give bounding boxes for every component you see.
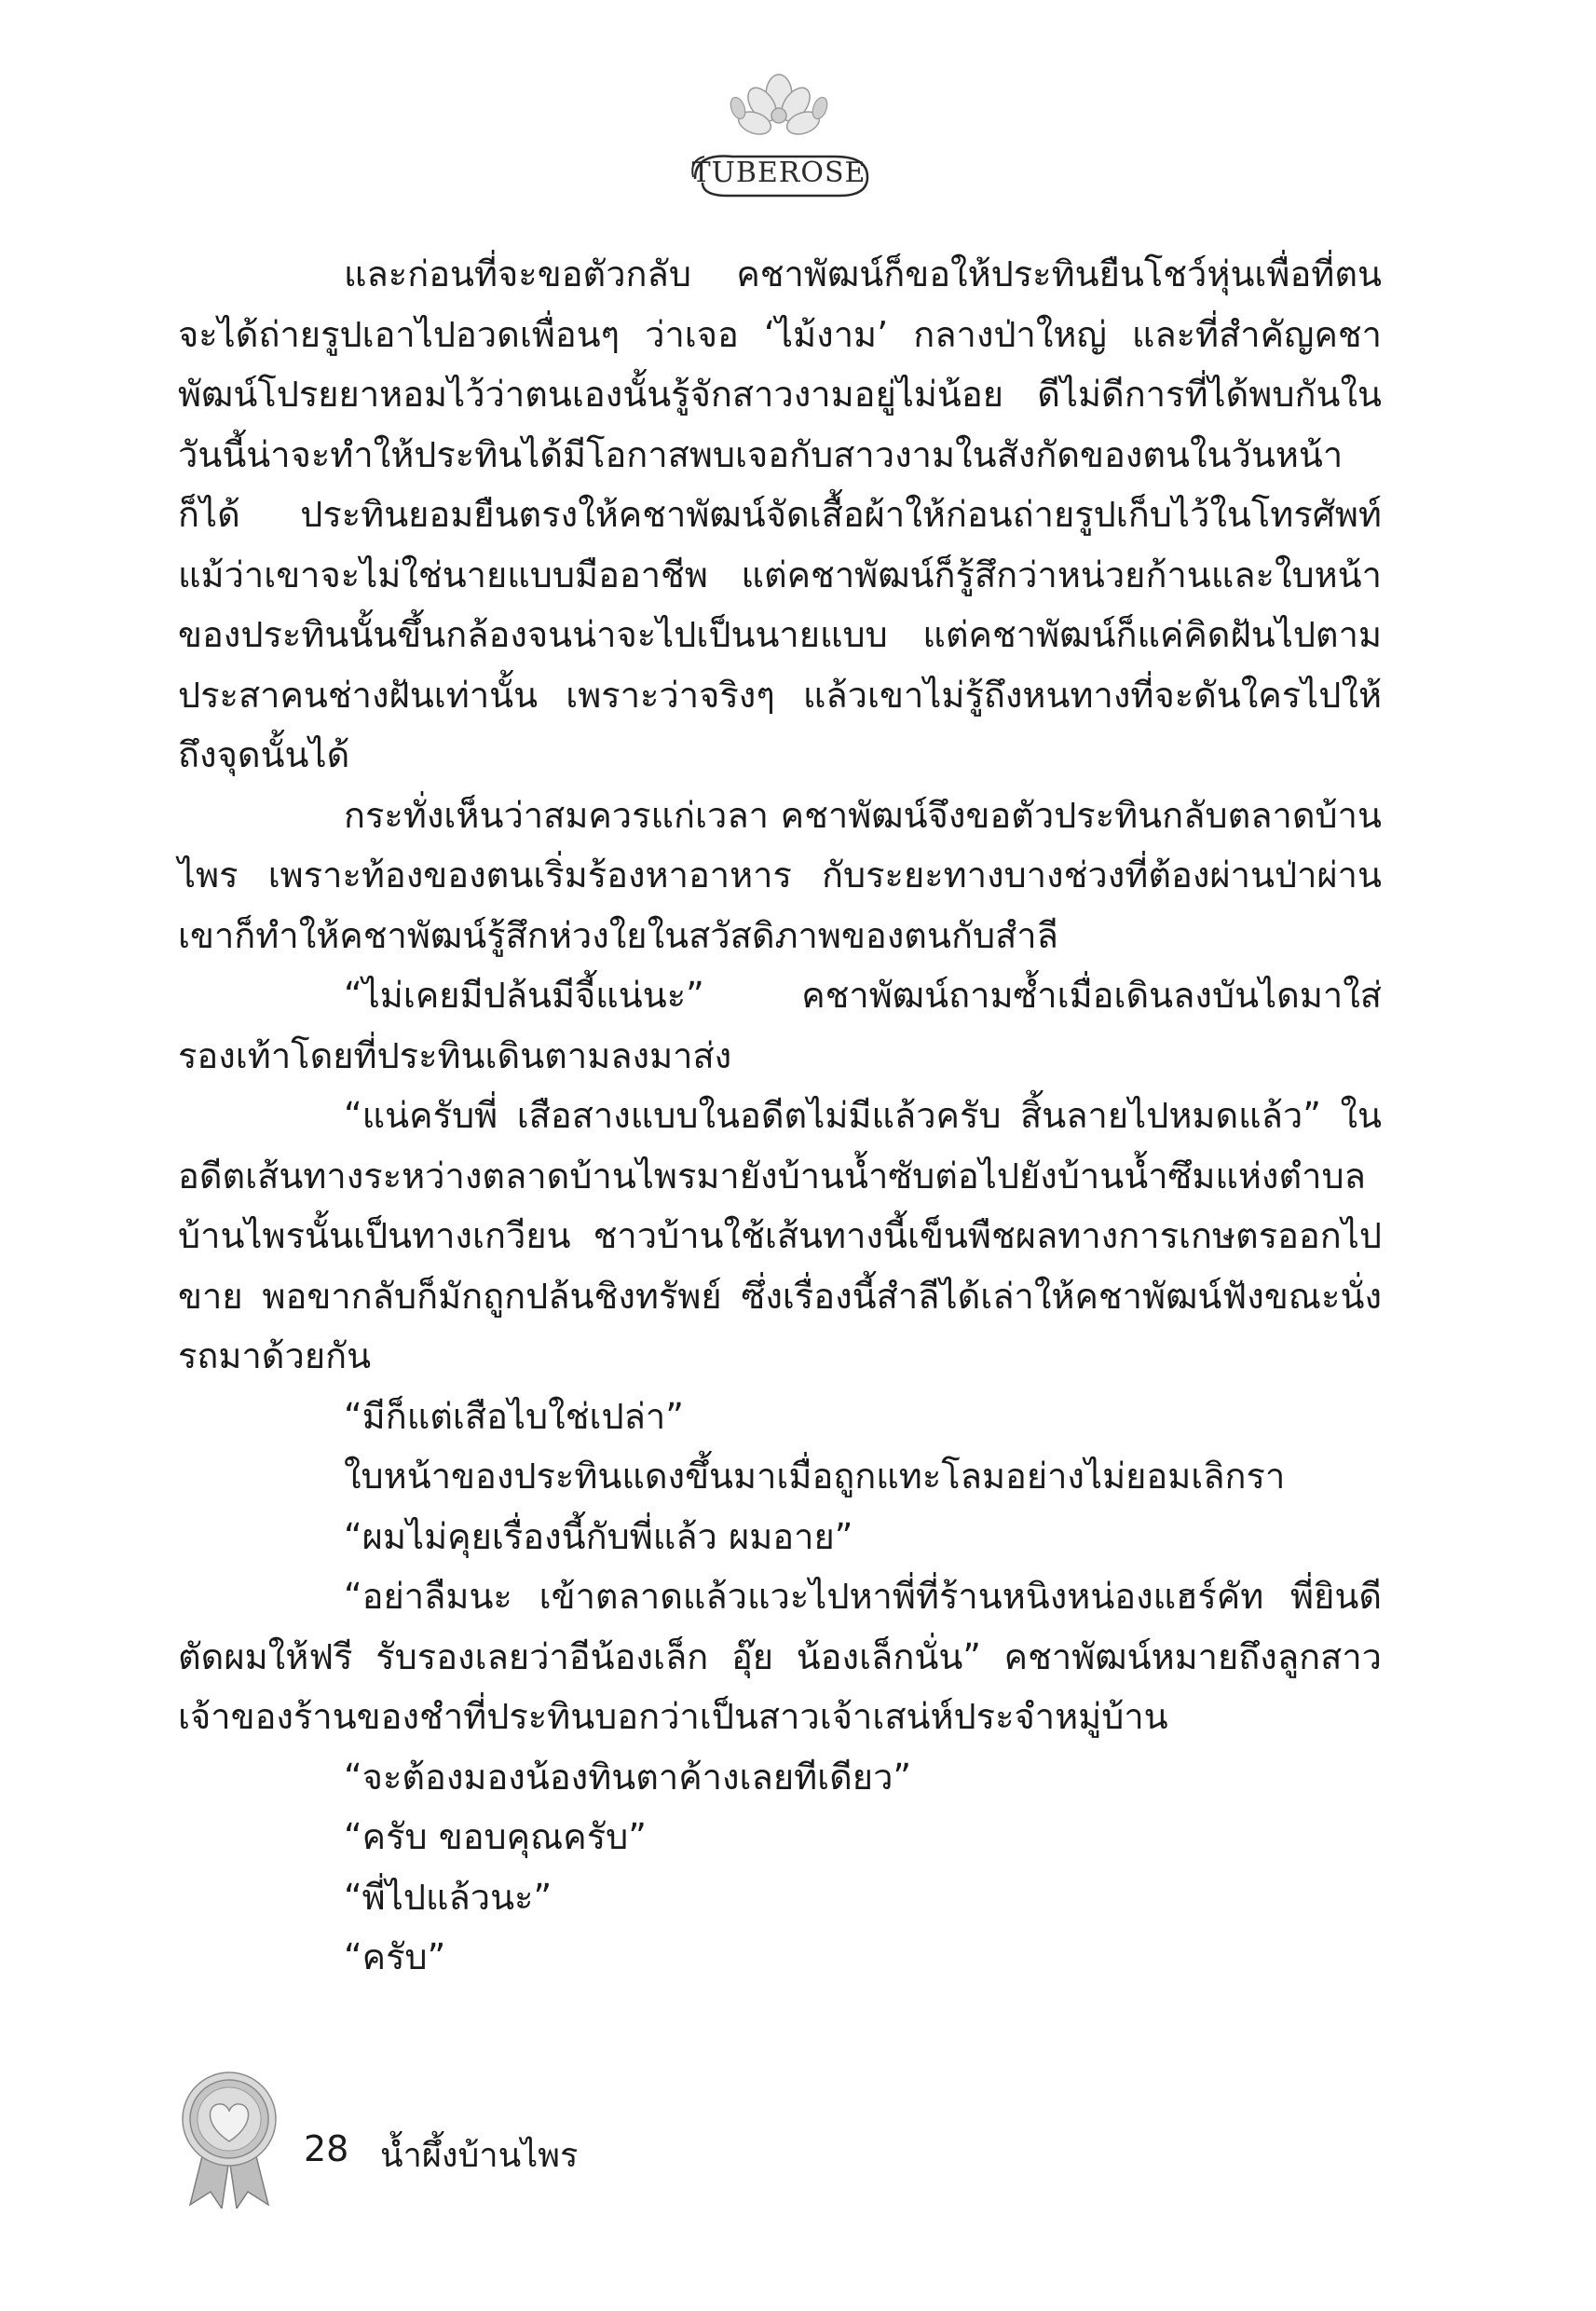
dialogue-line: “จะต้องมองน้องทินตาค้างเลยทีเดียว” xyxy=(344,1756,912,1798)
dialogue-line: “พี่ไปแล้วนะ” xyxy=(344,1876,552,1918)
paragraph: กระทั่งเห็นว่าสมควรแก่เวลา คชาพัฒน์จึงขอตัวประทินกลับตลาดบ้านไพร เพราะท้องของตนเริ่มร้องหาอาหาร กับระยะทางบางช่วงที่ต้องผ่านป่าผ่านเขาก็ทำให้คชาพัฒน์รู้สึกห่วงใยในสวัสดิภาพของตนกับสำลี xyxy=(178,794,1382,956)
dialogue-line: “ครับ” xyxy=(344,1936,446,1977)
tuberose-logo xyxy=(676,67,881,207)
paragraph: “อย่าลืมนะ เข้าตลาดแล้วแวะไปหาพี่ที่ร้านหนิงหน่องแฮร์คัท พี่ยินดีตัดผมให้ฟรี รับรองเลยว่าอีน้องเล็ก อุ๊ย น้องเล็กนั่น” คชาพัฒน์หมายถึงลูกสาวเจ้าของร้านของชำที่ประทินบอกว่าเป็นสาวเจ้าเสน่ห์ประจำหมู่บ้าน xyxy=(178,1576,1382,1737)
heart-medal-icon xyxy=(175,2069,283,2208)
dialogue-line: ใบหน้าของประทินแดงขึ้นมาเมื่อถูกแทะโลมอย่างไม่ยอมเลิกรา xyxy=(344,1456,1286,1497)
page-number: 28 xyxy=(304,2128,349,2169)
dialogue-line: “มีก็แต่เสือไบใช่เปล่า” xyxy=(344,1395,684,1437)
paragraph: “แน่ครับพี่ เสือสางแบบในอดีตไม่มีแล้วครับ สิ้นลายไปหมดแล้ว” ในอดีตเส้นทางระหว่างตลาดบ้านไพรมายังบ้านน้ำซับต่อไปยังบ้านน้ำซึมแห่งตำบลบ้านไพรนั้นเป็นทางเกวียน ชาวบ้านใช้เส้นทางนี้เข็นพืชผลทางการเกษตรออกไปขาย พอขากลับก็มักถูกปล้นชิงทรัพย์ ซึ่งเรื่องนี้สำลีได้เล่าให้คชาพัฒน์ฟังขณะนั่งรถมาด้วยกัน xyxy=(178,1095,1382,1376)
body-text xyxy=(178,244,1382,1988)
logo-text: TUBEROSE xyxy=(691,157,866,189)
book-title: น้ำผึ้งบ้านไพร xyxy=(380,2137,579,2175)
page-footer xyxy=(175,2069,827,2208)
dialogue-line: “ผมไม่คุยเรื่องนี้กับพี่แล้ว ผมอาย” xyxy=(344,1515,853,1557)
dialogue-line: “ครับ ขอบคุณครับ” xyxy=(344,1816,647,1857)
paragraph: “ไม่เคยมีปล้นมีจี้แน่นะ” คชาพัฒน์ถามซ้ำเมื่อเดินลงบันไดมาใส่รองเท้าโดยที่ประทินเดินตามลงมาส่ง xyxy=(178,975,1382,1076)
paragraph: และก่อนที่จะขอตัวกลับ คชาพัฒน์ก็ขอให้ประทินยืนโชว์หุ่นเพื่อที่ตนจะได้ถ่ายรูปเอาไปอวดเพื่อนๆ ว่าเจอ ‘ไม้งาม’ กลางป่าใหญ่ และที่สำคัญคชาพัฒน์โปรยยาหอมไว้ว่าตนเองนั้นรู้จักสาวงามอยู่ไม่น้อย ดีไม่ดีการที่ได้พบกันในวันนี้น่าจะทำให้ประทินได้มีโอกาสพบเจอกับสาวงามในสังกัดของตนในวันหน้าก็ได้ ประทินยอมยืนตรงให้คชาพัฒน์จัดเสื้อผ้าให้ก่อนถ่ายรูปเก็บไว้ในโทรศัพท์ แม้ว่าเขาจะไม่ใช่นายแบบมืออาชีพ แต่คชาพัฒน์ก็รู้สึกว่าหน่วยก้านและใบหน้าของประทินนั้นขึ้นกล้องจนน่าจะไปเป็นนายแบบ แต่คชาพัฒน์ก็แค่คิดฝันไปตามประสาคนช่างฝันเท่านั้น เพราะว่าจริงๆ แล้วเขาไม่รู้ถึงหนทางที่จะดันใครไปให้ถึงจุดนั้นได้ xyxy=(178,253,1382,775)
